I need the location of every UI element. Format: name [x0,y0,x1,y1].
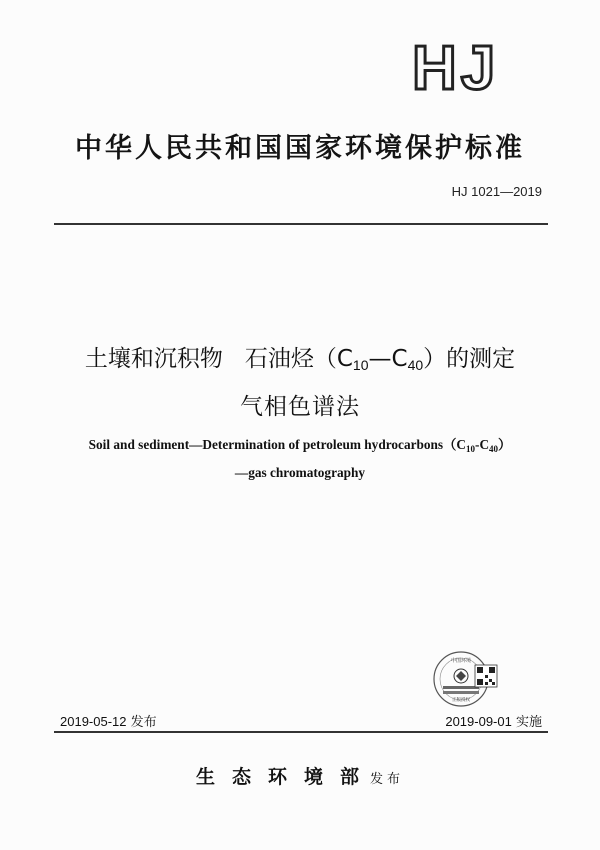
seal-caption: 正版授权 [452,698,470,703]
issue-date-label: 发布 [130,715,157,730]
seal-text-line-1 [443,686,479,689]
issuing-organization: 生态环境部 [195,766,376,788]
chinese-title-part3: —C [368,346,408,372]
issue-date [60,711,157,730]
implementation-date-label: 实施 [515,715,542,730]
standard-category-title: 中华人民共和国国家环境保护标准 [75,133,525,164]
english-title-sub1: 10 [466,444,476,454]
english-title-part2: -C [475,437,490,452]
chinese-title-part4: ）的测定 [423,346,516,372]
chinese-title-part1: 土壤和沉积物 [84,346,223,372]
english-subtitle: —gas chromatography [234,465,366,480]
implementation-date-value: 2019-09-01 [445,714,512,729]
qr-code-icon [475,665,497,687]
chinese-title-part2: 石油烃（C [244,346,353,372]
seal-label: 中国环境 [450,658,472,664]
bottom-divider [54,731,548,733]
english-title [0,434,600,453]
seal-emblem-mark [456,671,466,681]
standard-number: HJ 1021—2019 [451,184,542,199]
top-divider [54,223,548,225]
chinese-title [0,340,600,373]
english-title-part3: ） [498,437,512,452]
implementation-date [445,711,542,730]
hj-logo: HJ [412,34,500,103]
issue-date-value: 2019-05-12 [60,714,127,729]
issuing-authority [0,762,600,789]
chinese-subtitle: 气相色谱法 [240,394,360,420]
issuing-label: 发布 [370,772,405,787]
seal-text-line-2 [443,691,479,694]
chinese-title-sub2: 40 [407,357,424,373]
chinese-title-sub1: 10 [352,357,369,373]
english-title-part1: Soil and sediment—Determination of petroleum hydrocarbons（C [88,437,467,452]
english-title-sub2: 40 [489,444,499,454]
authorization-seal [431,645,515,711]
